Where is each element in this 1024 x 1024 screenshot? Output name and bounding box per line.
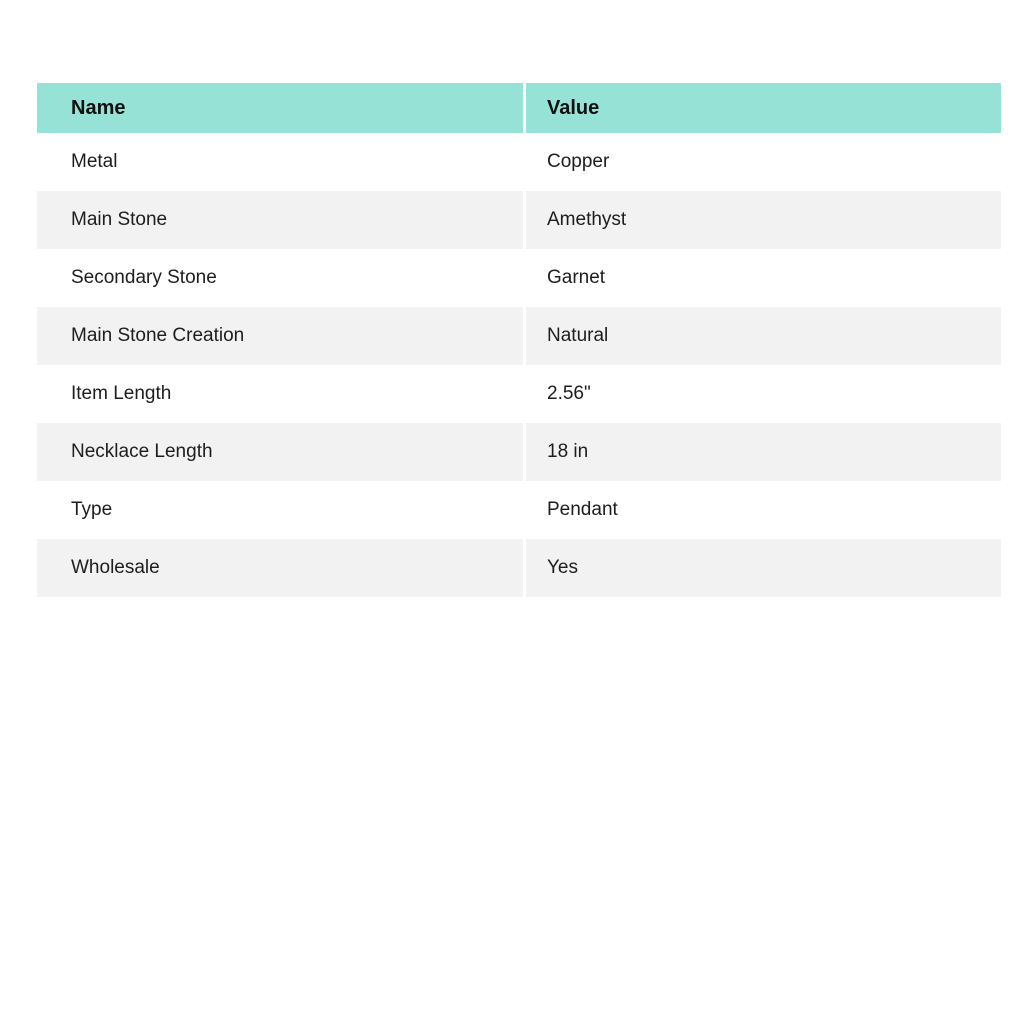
row-value-text: Pendant (547, 499, 618, 520)
row-value-cell (526, 307, 1001, 365)
table-row (37, 423, 1001, 481)
row-name-text: Main Stone Creation (71, 325, 245, 346)
row-name-text: Necklace Length (71, 441, 213, 462)
row-value-cell (526, 481, 1001, 539)
row-name-cell (37, 249, 523, 307)
row-value-cell (526, 191, 1001, 249)
attributes-table (37, 83, 1001, 597)
table-row (37, 539, 1001, 597)
header-cell-value (526, 83, 1001, 133)
row-value-text: Yes (547, 557, 578, 578)
table-row (37, 191, 1001, 249)
row-value-cell (526, 249, 1001, 307)
row-name-cell (37, 423, 523, 481)
row-name-text: Secondary Stone (71, 267, 217, 288)
header-value-label: Value (547, 96, 600, 119)
table-header-row (37, 83, 1001, 133)
header-name-label: Name (71, 96, 126, 119)
row-name-cell (37, 191, 523, 249)
row-name-text: Item Length (71, 383, 172, 404)
row-value-text: 18 in (547, 441, 589, 462)
row-name-text: Main Stone (71, 209, 168, 230)
row-value-text: Garnet (547, 267, 606, 288)
row-name-cell (37, 539, 523, 597)
row-value-cell (526, 539, 1001, 597)
row-name-cell (37, 307, 523, 365)
row-value-text: Natural (547, 325, 609, 346)
row-name-cell (37, 365, 523, 423)
table-row (37, 133, 1001, 191)
row-value-cell (526, 365, 1001, 423)
table-row (37, 249, 1001, 307)
table-row (37, 481, 1001, 539)
table-row (37, 365, 1001, 423)
row-name-text: Type (71, 499, 113, 520)
row-value-cell (526, 133, 1001, 191)
row-value-text: Amethyst (547, 209, 627, 230)
row-name-text: Wholesale (71, 557, 160, 578)
row-value-cell (526, 423, 1001, 481)
row-name-text: Metal (71, 151, 118, 172)
row-name-cell (37, 133, 523, 191)
row-value-text: 2.56" (547, 383, 591, 404)
row-name-cell (37, 481, 523, 539)
header-cell-name (37, 83, 523, 133)
table-row (37, 307, 1001, 365)
row-value-text: Copper (547, 151, 610, 172)
